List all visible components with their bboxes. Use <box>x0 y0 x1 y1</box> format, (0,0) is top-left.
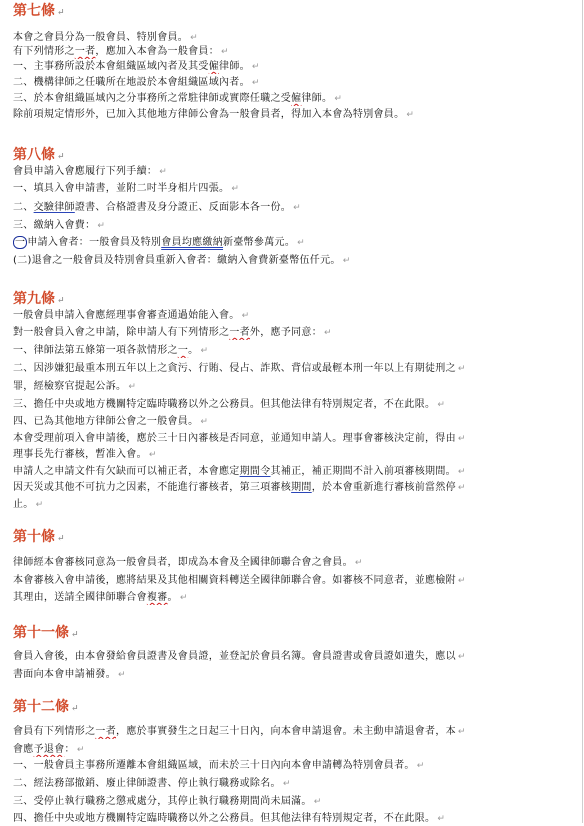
document-line <box>13 344 575 358</box>
document-line <box>13 725 575 739</box>
marked-text: 予退會 <box>33 744 65 755</box>
text-run: 其補正，補正期間不計入前項審核期間。 <box>270 466 456 477</box>
text-run: 一、填具入會申請書，並附二吋半身相片四張。 <box>13 183 230 194</box>
document-line <box>13 362 575 376</box>
article-heading: 第十條 ↵ <box>13 529 65 545</box>
paragraph-mark: ↵ <box>71 704 79 714</box>
text-run: 二、 <box>13 202 34 213</box>
document-line <box>13 309 575 323</box>
article-heading: 第七條 ↵ <box>13 3 65 19</box>
document-line <box>13 448 575 462</box>
text-run: 有下列情形之 <box>13 46 75 57</box>
document-line <box>13 45 575 59</box>
document-line <box>13 777 575 791</box>
paragraph-mark: ↵ <box>313 797 322 807</box>
text-run: 。 <box>188 345 199 356</box>
document-line <box>13 759 575 773</box>
article-heading: 第十一條 ↵ <box>13 625 79 641</box>
text-run: 對一般會員入會之申請，除申請人有下列情形之 <box>13 327 230 338</box>
paragraph-mark: ↵ <box>76 745 85 755</box>
marked-text: 期間令 <box>239 466 271 477</box>
paragraph-mark: ↵ <box>406 110 415 120</box>
text-run: 二、因涉嫌犯最重本刑五年以上之貪污、行賄、侵占、詐欺、背信或最輕本刑一年以上有期徒刑之 <box>13 363 456 374</box>
document-line <box>13 481 575 495</box>
document-line <box>13 182 575 196</box>
paragraph-mark: ↵ <box>179 593 188 603</box>
marked-text: 一者 <box>229 327 250 338</box>
marked-text: 一 <box>177 345 189 356</box>
paragraph-mark: ↵ <box>57 152 65 162</box>
text-run: 申請人之申請文件有欠缺而可以補正者，本會應定 <box>13 466 240 477</box>
text-run: 一、主事務所設於本會組織區域內者及其受 <box>13 61 209 72</box>
document-line <box>13 108 575 122</box>
text-run: 罪，經檢察官提起公訴。 <box>13 381 127 392</box>
text-run: 三、受停止執行職務之懲戒處分，其停止執行職務期間尚未屆滿。 <box>13 796 312 807</box>
document-line <box>13 591 575 605</box>
paragraph-mark: ↵ <box>293 203 301 213</box>
text-run: 三、擔任中央或地方機關特定臨時職務以外之公務員。但其他法律有特別規定者，不在此限。 <box>13 399 436 410</box>
text-run: 律師。 <box>219 61 250 72</box>
paragraph-mark: ↵ <box>457 652 466 662</box>
article-heading: 第十二條 ↵ <box>13 699 79 715</box>
document-line <box>13 31 575 45</box>
paragraph-mark: ↵ <box>342 256 351 266</box>
text-run: 一般會員申請入會應經理事會審查通過始能入會。 <box>13 310 240 321</box>
paragraph-mark: ↵ <box>251 62 260 72</box>
text-run: 會員入會後，由本會發給會員證書及會員證，並登記於會員名簿。會員證書或會員證如遺失，應以 <box>13 651 456 662</box>
paragraph-mark: ↵ <box>437 814 446 824</box>
text-run: ： <box>64 744 75 755</box>
paragraph-mark: ↵ <box>200 346 209 356</box>
paragraph-mark: ↵ <box>200 417 209 427</box>
text-run: 一、一般會員主事務所遷離本會組織區域，而未於三十日內向本會申請轉為特別會員者。 <box>13 760 415 771</box>
paragraph-mark: ↵ <box>57 296 65 306</box>
text-run: 證書、合格證書及身分證正、反面影本各一份。 <box>74 202 292 213</box>
text-run: 書面向本會申請補發。 <box>13 669 116 680</box>
document-line <box>13 76 575 90</box>
text-run: 四、擔任中央或地方機關特定臨時職務以外之公務員。但其他法律有特別規定者，不在此限。 <box>13 813 436 824</box>
document-line <box>13 668 575 682</box>
paragraph-mark: ↵ <box>457 434 466 444</box>
text-run: 。 <box>167 592 178 603</box>
document-line <box>13 236 575 250</box>
article-heading: 第八條 ↵ <box>13 147 65 163</box>
text-run: 申請入會者：一般會員及特別 <box>27 237 162 248</box>
text-run: 外，應予同意： <box>249 327 323 338</box>
paragraph-mark: ↵ <box>457 576 466 586</box>
text-run: 新臺幣參萬元。 <box>223 237 296 248</box>
text-run: 四、已為其他地方律師公會之一般會員。 <box>13 416 199 427</box>
text-run: 三、繳納入會費： <box>13 220 96 231</box>
document-line <box>13 326 575 340</box>
document-line <box>13 219 575 233</box>
text-run: 本會審核入會申請後，應將結果及其他相關資料轉送全國律師聯合會。如審核不同意者，並應檢附 <box>13 575 456 586</box>
paragraph-mark: ↵ <box>118 670 126 680</box>
text-run: 會應 <box>13 744 34 755</box>
paragraph-mark: ↵ <box>251 78 260 88</box>
marked-text: 交驗律師 <box>33 202 75 213</box>
marked-text: 期間 <box>291 482 312 493</box>
paragraph-mark: ↵ <box>354 558 363 568</box>
document-line <box>13 60 575 74</box>
paragraph-mark: ↵ <box>35 500 44 510</box>
paragraph-mark: ↵ <box>297 238 305 248</box>
paragraph-mark: ↵ <box>241 311 250 321</box>
paragraph-mark: ↵ <box>334 94 343 104</box>
text-run: 止。 <box>13 499 34 510</box>
text-run: 會員有下列情形之 <box>13 726 96 737</box>
paragraph-mark: ↵ <box>437 400 446 410</box>
paragraph-mark: ↵ <box>416 761 425 771</box>
document-line <box>13 574 575 588</box>
text-run: 二、經法務部撤銷、廢止律師證書、停止執行職務或除名。 <box>13 778 281 789</box>
marked-text: 一者 <box>74 46 96 57</box>
marked-text: 一者 <box>95 726 117 737</box>
text-run: 三、於本會組織區域內之分事務所之常駐律師或實際任職之受 <box>13 93 292 104</box>
document-line <box>13 650 575 664</box>
marked-text: 僱 <box>291 93 302 104</box>
marked-text: 僱 <box>208 61 220 72</box>
text-run: 律師。 <box>301 93 333 104</box>
paragraph-mark: ↵ <box>159 167 168 177</box>
text-run: ，於本會重新進行審核前當然停 <box>311 482 456 493</box>
text-run: 本會受理前項入會申請後，應於三十日內審核是否同意，並通知申請人。理事會審核決定前，得由 <box>13 433 456 444</box>
document-line <box>13 743 575 757</box>
document-line <box>13 398 575 412</box>
paragraph-mark: ↵ <box>457 467 466 477</box>
text-run: 二、機構律師之任職所在地設於本會組織區域內者。 <box>13 77 250 88</box>
document-line <box>13 498 575 512</box>
paragraph-mark: ↵ <box>148 450 157 460</box>
paragraph-mark: ↵ <box>457 364 466 374</box>
document-line <box>13 556 575 570</box>
paragraph-mark: ↵ <box>221 47 229 57</box>
document-line <box>13 92 575 106</box>
document-line <box>13 380 575 394</box>
paragraph-mark: ↵ <box>128 382 137 392</box>
text-run: 一、律師法第五條第一項各款情形之 <box>13 345 178 356</box>
paragraph-mark: ↵ <box>190 33 198 43</box>
paragraph-mark: ↵ <box>57 534 65 544</box>
document-line <box>13 415 575 429</box>
text-run: 理事長先行審核，暫准入會。 <box>13 449 147 460</box>
document-line <box>13 254 575 268</box>
text-run: 因天災或其他不可抗力之因素，不能進行審核者，第三項審核 <box>13 482 292 493</box>
paragraph-mark: ↵ <box>457 727 466 737</box>
text-run: 除前項規定情形外，已加入其他地方律師公會為一般會員者，得加入本會為特別會員。 <box>13 109 405 120</box>
paragraph-mark: ↵ <box>282 779 291 789</box>
text-run: 本會之會員分為一般會員、特別會員。 <box>13 32 189 43</box>
document-line <box>13 795 575 809</box>
text-run: ，應於事實發生之日起三十日內，向本會申請退會。未主動申請退會者，本 <box>116 726 456 737</box>
marked-text: 一 <box>15 237 26 248</box>
document-line <box>13 165 575 179</box>
text-run: (二)退會之一般會員及特別會員重新入會者：繳納入會費新臺幣伍仟元。 <box>13 255 341 266</box>
document-line <box>13 201 575 215</box>
paragraph-mark: ↵ <box>231 184 240 194</box>
text-run: 其理由，送請全國律師聯合會 <box>13 592 147 603</box>
paragraph-mark: ↵ <box>324 328 332 338</box>
marked-text: 複審 <box>146 592 168 603</box>
paragraph-mark: ↵ <box>57 8 65 18</box>
document-line <box>13 432 575 446</box>
marked-text: 會員均應繳納 <box>161 237 224 248</box>
article-heading: 第九條 ↵ <box>13 291 65 307</box>
document-line <box>13 465 575 479</box>
text-run: ，應加入本會為一般會員： <box>95 46 220 57</box>
paragraph-mark: ↵ <box>97 221 106 231</box>
text-run: 律師經本會審核同意為一般會員者，即成為本會及全國律師聯合會之會員。 <box>13 557 353 568</box>
paragraph-mark: ↵ <box>71 630 79 640</box>
paragraph-mark: ↵ <box>457 483 466 493</box>
text-run: 會員申請入會應履行下列手續： <box>13 166 158 177</box>
